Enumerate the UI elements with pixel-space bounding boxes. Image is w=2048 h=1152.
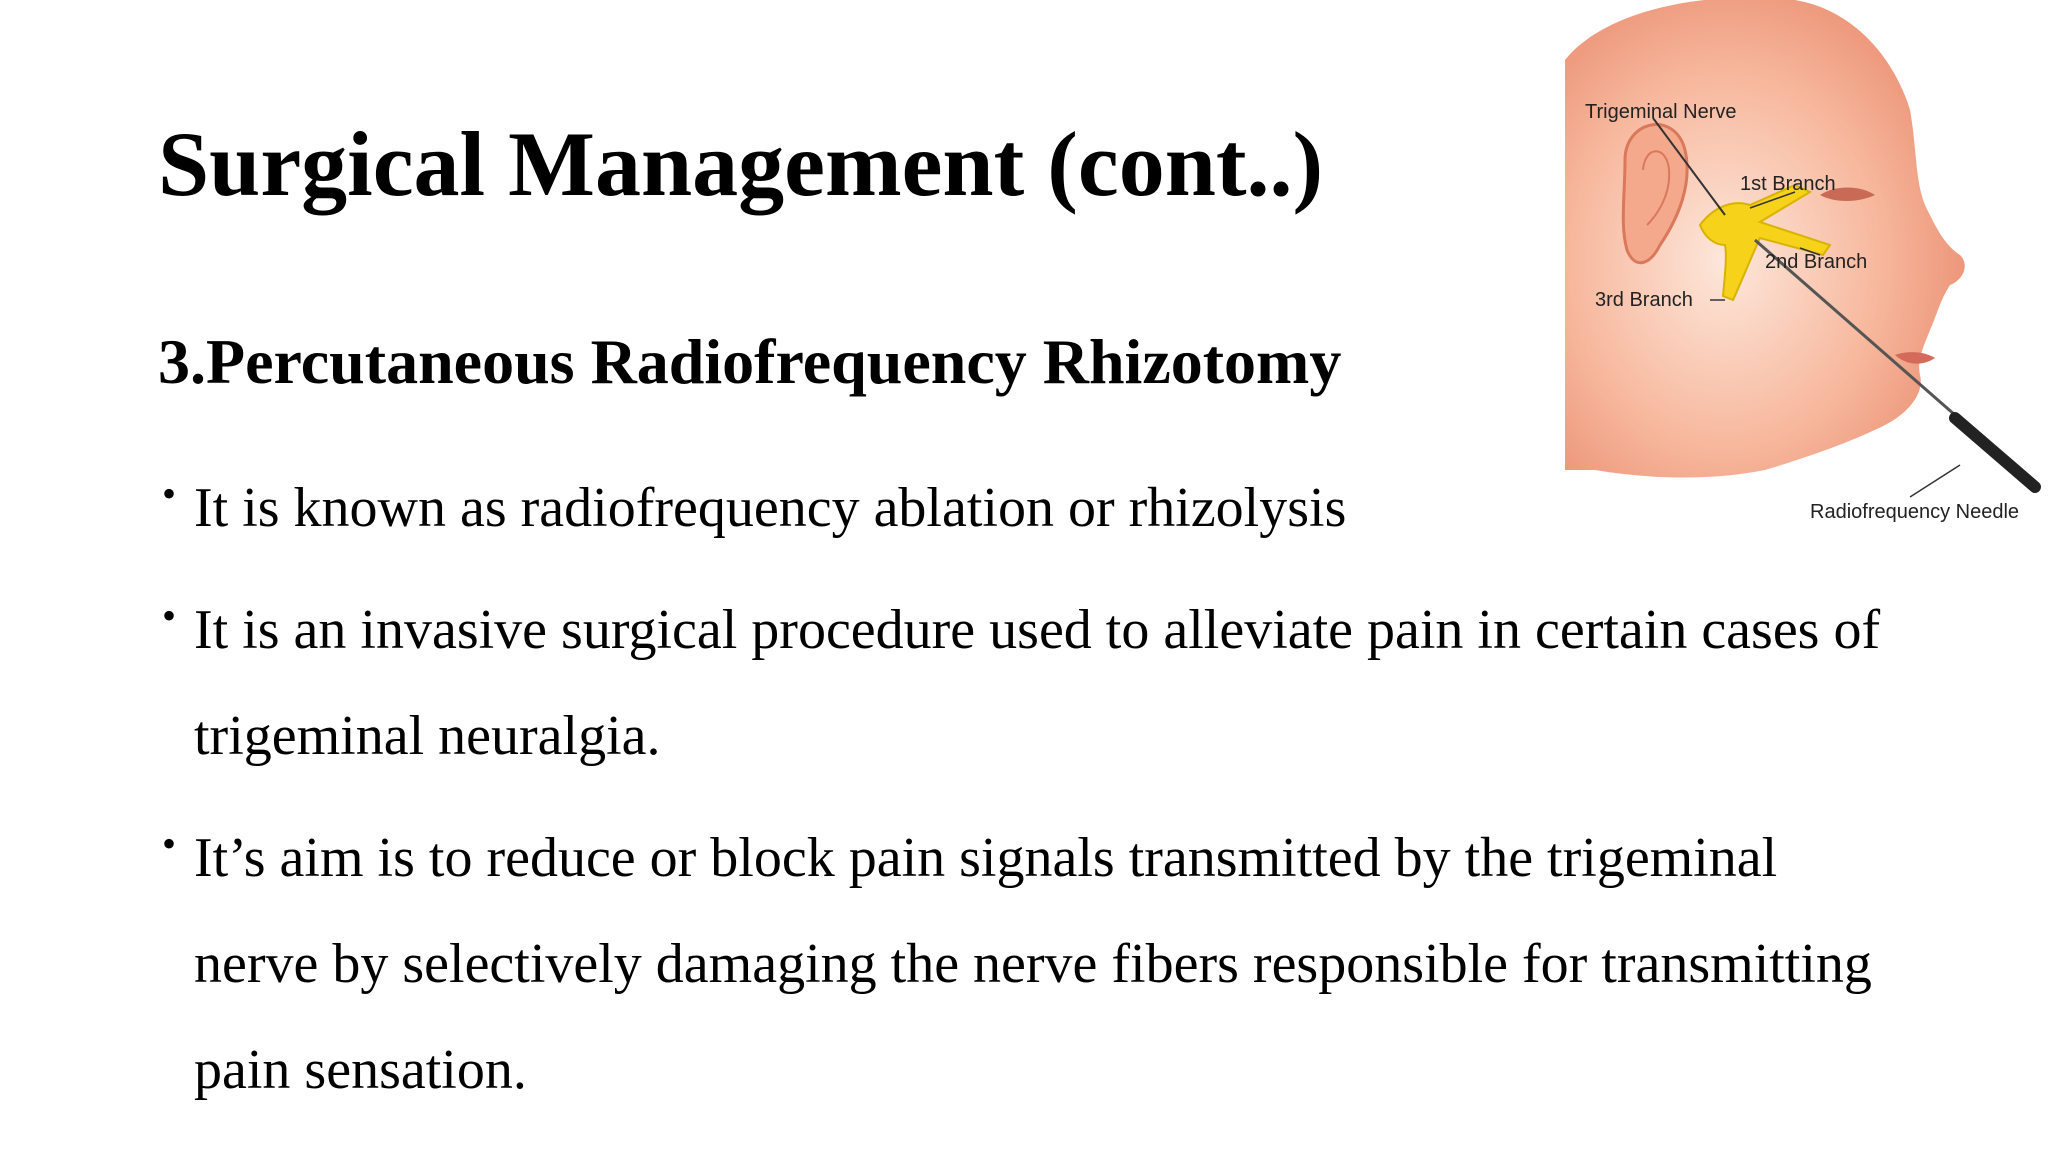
bullet-text: It’s aim is to reduce or block pain signals transmitted by the trigeminal nerve by selectively damaging the nerve fibers responsible for transmitting pain sensation. (194, 827, 1872, 1101)
bullet-item (158, 805, 1894, 1123)
label-radiofrequency-needle: Radiofrequency Needle (1810, 501, 2020, 523)
bullet-text: It is an invasive surgical procedure used to alleviate pain in certain cases of trigeminal neuralgia. (194, 599, 1881, 767)
slide-subtitle: 3.Percutaneous Radiofrequency Rhizotomy (158, 326, 1342, 397)
label-second-branch: 2nd Branch (1765, 251, 1868, 273)
bullet-text: It is known as radiofrequency ablation or rhizolysis (194, 477, 1347, 539)
slide-title: Surgical Management (cont..) (158, 113, 1324, 215)
bullet-list (158, 455, 1938, 1139)
trigeminal-nerve-illustration (1565, 0, 2048, 530)
bullet-item (158, 577, 1954, 789)
bullet-dot-icon: • (162, 821, 177, 866)
bullet-dot-icon: • (162, 471, 177, 516)
bullet-dot-icon: • (162, 593, 177, 638)
label-third-branch: 3rd Branch (1595, 289, 1693, 311)
label-trigeminal-nerve: Trigeminal Nerve (1585, 101, 1737, 123)
bullet-item (158, 455, 1494, 561)
label-first-branch: 1st Branch (1740, 173, 1836, 195)
